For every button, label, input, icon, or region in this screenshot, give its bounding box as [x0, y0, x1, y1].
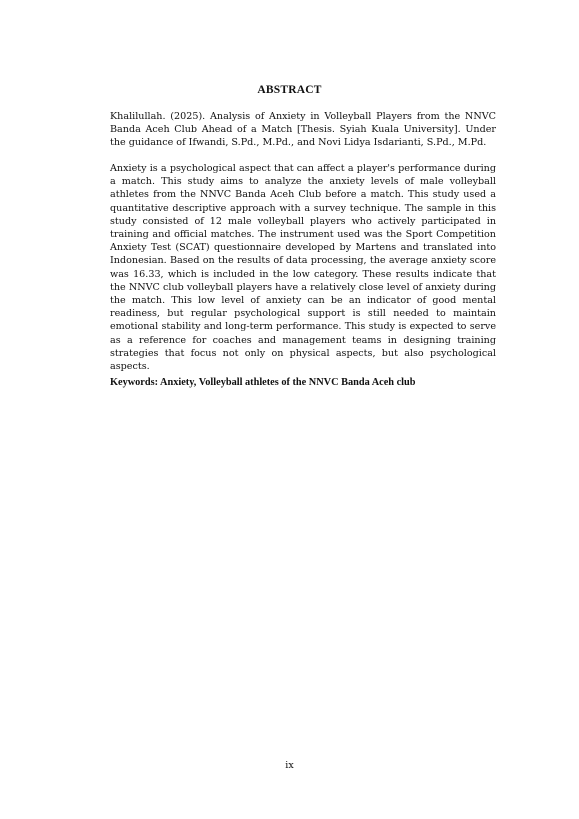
page-number: ix — [285, 760, 294, 771]
citation-paragraph: Khalilullah. (2025). Analysis of Anxiety in Volleyball Players from the NNVC Banda Aceh Club Ahead of a Match [Thesis. Syiah Kuala University]. Under the guidance of Ifwandi, S.Pd., M.Pd., and Novi Lidya Isdarianti, S.Pd., M.Pd. — [110, 111, 496, 149]
abstract-title: ABSTRACT — [257, 84, 322, 96]
abstract-body-paragraph: Anxiety is a psychological aspect that can affect a player's performance during a match. This study aims to analyze the anxiety levels of male volleyball athletes from the NNVC Banda Aceh Club before a match. This study used a quantitative descriptive approach with a survey technique. The sample in this study consisted of 12 male volleyball players who actively participated in training and official matches. The instrument used was the Sport Competition Anxiety Test (SCAT) questionnaire developed by Martens and translated into Indonesian. Based on the results of data processing, the average anxiety score was 16.33, which is included in the low category. These results indicate that the NNVC club volleyball players have a relatively close level of anxiety during the match. This low level of anxiety can be an indicator of good mental readiness, but regular psychological support is still needed to maintain emotional stability and long-term performance. This study is expected to serve as a reference for coaches and management teams in designing training strategies that focus not only on physical aspects, but also psychological aspects. — [110, 163, 496, 373]
keywords-line: Keywords: Anxiety, Volleyball athletes of the NNVC Banda Aceh club — [110, 377, 416, 388]
